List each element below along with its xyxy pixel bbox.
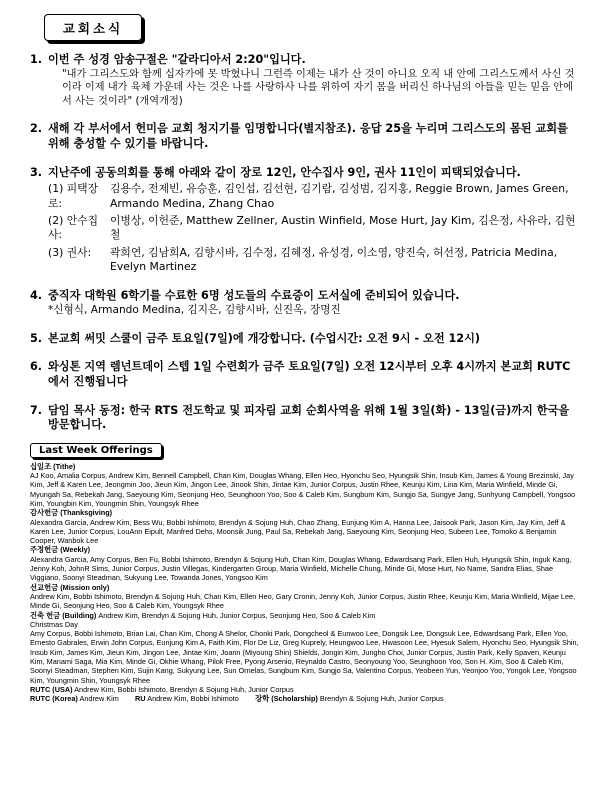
offering-category-christmas xyxy=(30,620,580,629)
offering-category-building xyxy=(30,611,580,620)
kwonsa-names: 곽희연, 김남희A, 김향시바, 김수정, 김혜정, 유성경, 이소영, 양진숙, 허선정, Patricia Medina, Evelyn Martinez xyxy=(110,245,558,274)
offering-category-tithe xyxy=(30,462,580,471)
offering-names: Alexandra Garcia, Amy Corpus, Ben Fu, Bobbi Ishimoto, Brendyn & Sojung Huh, Chan Kim, Douglas Whang, Edwardsang Park, Ellen Huh, Hyungsik Shin, Inguk Kang, Jenny Koh, JohnR Sims, Junior Corpus, Justin Villegas, Kindergarten Group, Maria Winfield, Michelle Chung, Minde Gi, Mose Hurt, No Name, Sandra Elias, Shae Viggiano, Soonyi Steadman, Sukyung Lee, Towanda Jones, Yongsoo Kim xyxy=(30,554,572,583)
announcement-text: 담임 목사 동정: 한국 RTS 전도학교 및 피자림 교회 순회사역을 위해 1월 3일(화) - 13일(금)까지 한국을 방문합니다. xyxy=(48,403,570,432)
announcement-number: 7. xyxy=(30,403,43,417)
announcement-number: 5. xyxy=(30,331,43,345)
offering-label: 건축 헌금 (Building) xyxy=(30,610,97,620)
announcement-3 xyxy=(30,166,580,275)
offering-label: 주정헌금 (Weekly) xyxy=(30,545,91,555)
offering-names: AJ Koo, Amalia Corpus, Andrew Kim, Bennell Campbell, Chan Kim, Douglas Whang, Ellen Heo, Hyonchu Seo, Hyungsik Shin, Insub Kim, James & Young Brezinski, Jay Kim, Jeff & Karen Lee, Jeongmin Joo, Jieun Kim, Jingon Lee, Jinook Shin, Jintae Kim, Junior Corpus, Justin Rhee, Keunju Kim, Lina Kim, Maria Winfield, Minde Gi, Myungah Sa, Rebekah Jang, Saeyoung Kim, Seonjung Heo, Seunghoon Yoo, Soo & Caleb Kim, Sungbum Kim, Sungjo Sa, Sungye Jang, Sunhyung Campbell, Yongsoo Kim, Youngbin Kim, Youngmin Shin, Youngsyk Rhee xyxy=(30,471,576,508)
announcement-text: 중직자 대학원 6학기를 수료한 6명 성도들의 수료증이 도서실에 준비되어 있습니다. xyxy=(48,288,460,302)
deacons-label: (2) 안수집사: xyxy=(48,213,99,242)
elders-names: 김용수, 전제빈, 유승훈, 김인섭, 김선현, 김기람, 김성범, 김지홍, Reggie Brown, James Green, Armando Medina, Zhang Chao xyxy=(110,182,569,210)
announcement-2 xyxy=(30,122,580,151)
elders-list xyxy=(48,182,580,211)
offering-category-mission xyxy=(30,583,580,592)
announcement-6 xyxy=(30,360,580,389)
offering-names: Alexandra Garcia, Andrew Kim, Bess Wu, Bobbi Ishimoto, Brendyn & Sojung Huh, Chao Zhang, Eunjung Kim A, Hanna Lee, Jaisook Park, Jason Kim, Jay Kim, Jeff & Karen Lee, Junior Corpus, LouAnn Eipult, Manfred Dehs, Moonsik Jung, Paul Sa, Rebekah Jang, Saeyoung Kim, Seonjung Heo, Subeen Lee, Tomoko & Benjamin Cooper, Wanbok Lee xyxy=(30,517,566,546)
offering-names: Brendyn & Sojung Huh, Junior Corpus xyxy=(319,694,444,704)
offering-label: RUTC (USA) xyxy=(30,684,73,694)
announcement-text: 본교회 써밋 스쿨이 금주 토요일(7일)에 개강합니다. (수업시간: 오전 9시 - 오전 12시) xyxy=(48,331,481,345)
offering-label: Christmas Day xyxy=(30,619,78,629)
offerings-list xyxy=(30,462,580,704)
news-header-title: 교회소식 xyxy=(62,20,124,36)
offering-label: RUTC (Korea) xyxy=(30,694,78,704)
offering-label: 십일조 (Tithe) xyxy=(30,461,76,471)
announcement-number: 2. xyxy=(30,122,43,136)
offering-category-weekly xyxy=(30,545,580,554)
kwonsa-label: (3) 권사: xyxy=(48,245,92,259)
offering-names: Andrew Kim, Bobbi Ishimoto xyxy=(147,694,239,704)
kwonsa-list xyxy=(48,246,580,275)
offering-label: RU xyxy=(135,694,146,704)
offering-category-rutc-usa xyxy=(30,685,580,694)
announcement-note: *신형식, Armando Medina, 김지은, 김향시바, 신진옥, 장명진 xyxy=(48,304,341,317)
deacons-names: 이병상, 이헌준, Matthew Zellner, Austin Winfield, Mose Hurt, Jay Kim, 김은정, 사유라, 김현철 xyxy=(110,213,576,242)
offering-names: Amy Corpus, Bobbi Ishimoto, Brian Lai, Chan Kim, Chong A Shelor, Chonki Park, Dongcheol & Eunwoo Lee, Dongsik Lee, Dongsuk Lee, Edwardsang Park, Ellen Yoo, Ernesto Gabrales, Erwin John Corpus, Eunjung Kim A, Faith Kim, Flor De Liz, Greg Kuprely, Heungwoo Lee, Hwasoon Lee, Hyesuk Salem, Hyonchu Seo, Hyungsik Shin, Insub Kim, James Kim, Jieun Kim, Jingon Lee, Jintae Kim, Joann (Miyoung Shin) Shields, Jongin Kim, Jungho Choi, Junior Corpus, Justin Park, Kelly Spaven, Keunju Kim, Manami Saga, Mia Kim, Minde Gi, Okhie Whang, Pilok Free, Pyong Arsenio, Reynaldo Castro, Seonyoung Yoo, Seunghoon Yoo, Son H. Kim, Soo & Caleb Kim, Soonyi Steadman, Stephen Kim, Sujin Kang, Sukyung Lee, Sun Ornelas, Sungbum Kim, Sungjo Sa, Valentino Corpus, Yeobeen Yun, Yeonjoo Yoo, Yongok Lee, Yongsoo Kim, Youngmin Shin, Youngsyk Rhee xyxy=(30,629,579,685)
announcement-text: 와싱톤 지역 렘넌트데이 스텝 1일 수련회가 금주 토요일(7일) 오전 12시부터 오후 4시까지 본교회 RUTC에서 진행됩니다 xyxy=(48,360,571,388)
announcement-5 xyxy=(30,332,580,347)
announcement-4 xyxy=(30,289,580,318)
announcement-number: 1. xyxy=(30,53,43,66)
memory-verse-quote: "내가 그리스도와 함께 십자가에 못 박혔나니 그런즉 이제는 내가 산 것이 아니요 오직 내 안에 그리스도께서 사신 것이라 이제 내가 육체 가운데 사는 것은 나를 사랑하사 나를 위하여 자기 몸을 버리신 하나님의 아들을 믿는 믿음 안에서 사는 것이라" (개역개정) xyxy=(62,68,575,107)
offering-names: Andrew Kim, Bobbi Ishimoto, Brendyn & Sojung Huh, Chan Kim, Ellen Heo, Gary Cronin, Jenny Koh, Junior Corpus, Justin Rhee, Keunju Kim, Maria Winfield, Mijae Lee, Minde Gi, Seonjung Heo, Soo & Caleb Kim, Youngsyk Rhee xyxy=(30,591,576,611)
elders-label: (1) 피택장로: xyxy=(48,182,99,210)
offering-category-misc xyxy=(30,694,580,703)
news-header-box xyxy=(44,14,142,41)
offering-names: Andrew Kim, Brendyn & Sojung Huh, Junior Corpus, Seonjung Heo, Soo & Caleb Kim xyxy=(98,610,376,620)
offering-label: 선교헌금 (Mission only) xyxy=(30,582,110,592)
offering-label: 감사헌금 (Thanksgiving) xyxy=(30,508,113,518)
announcement-text: 지난주에 공동의회를 통해 아래와 같이 장로 12인, 안수집사 9인, 권사 11인이 피택되었습니다. xyxy=(48,165,521,179)
announcement-7 xyxy=(30,404,580,433)
offering-category-thanks xyxy=(30,508,580,517)
offering-names: Andrew Kim xyxy=(79,694,119,704)
deacons-list xyxy=(48,214,580,243)
announcements xyxy=(30,53,580,433)
announcement-number: 3. xyxy=(30,165,43,179)
announcement-1 xyxy=(30,53,580,108)
offerings-header: Last Week Offerings xyxy=(30,443,162,458)
announcement-text: 이번 주 성경 암송구절은 "갈라디아서 2:20"입니다. xyxy=(48,53,306,66)
announcement-text: 새해 각 부서에서 헌미음 교회 청지기를 임명합니다(별지참조). 응답 25을 누리며 그리스도의 몸된 교회를 위해 충성할 수 있기를 바랍니다. xyxy=(48,122,568,150)
offering-names: Andrew Kim, Bobbi Ishimoto, Brendyn & Sojung Huh, Junior Corpus xyxy=(74,684,294,694)
announcement-number: 4. xyxy=(30,288,43,302)
announcement-number: 6. xyxy=(30,360,43,374)
offering-label: 장학 (Scholarship) xyxy=(255,694,318,704)
